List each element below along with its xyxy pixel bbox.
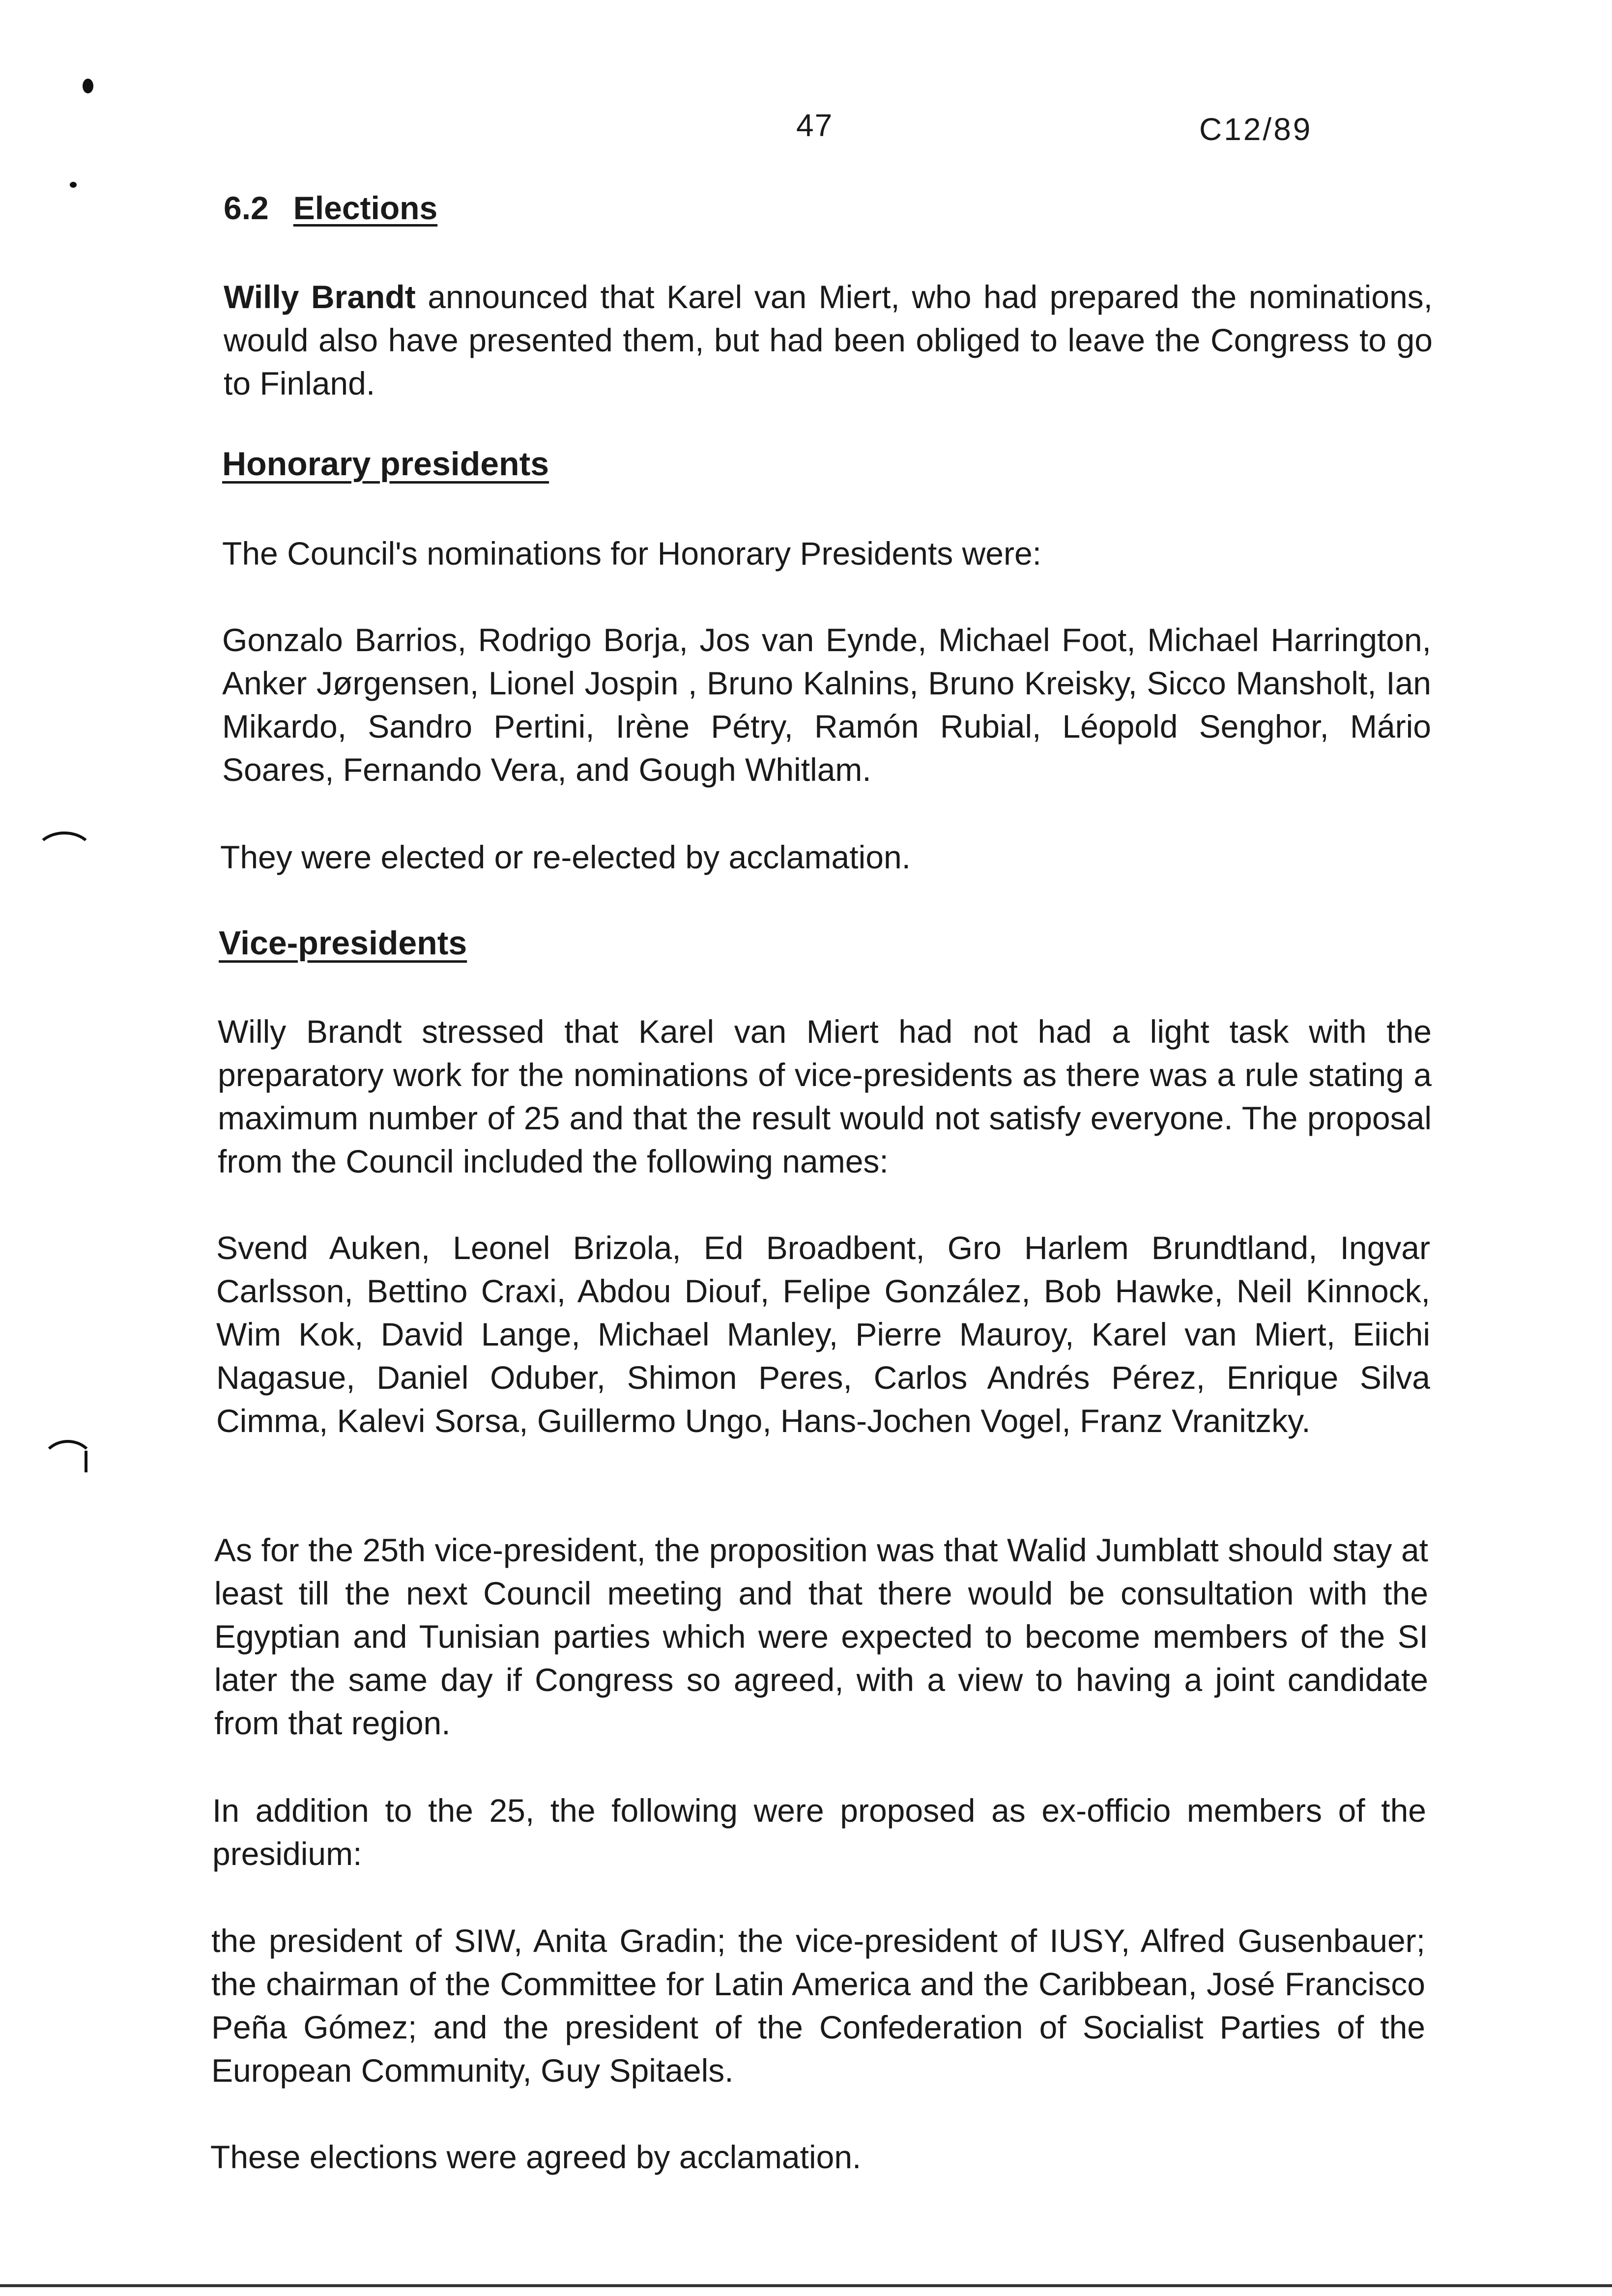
scan-mark-arc-upper bbox=[34, 832, 94, 877]
ex-officio-names: the president of SIW, Anita Gradin; the vice-president of IUSY, Alfred Gusenbauer; the chairman of the Committee for Latin America and the Caribbean, José Francisco Peña Gómez; and the president of the Confederation of Socialist Parties of the European Community, Guy Spitaels. bbox=[211, 1923, 1425, 2089]
honorary-lead: The Council's nominations for Honorary Presidents were: bbox=[222, 535, 1042, 572]
bottom-rule bbox=[0, 2284, 1612, 2287]
honorary-names: Gonzalo Barrios, Rodrigo Borja, Jos van Eynde, Michael Foot, Michael Harrington, Anker Jørgensen, Lionel Jospin , Bruno Kalnins, Bruno Kreisky, Sicco Mansholt, Ian Mikardo, Sandro Pertini, Irène Pétry, Ramón Rubial, Léopold Senghor, Mário Soares, Fernando Vera, and Gough Whitlam. bbox=[222, 622, 1431, 788]
ex-officio-lead: In addition to the 25, the following were proposed as ex-officio members of the presidium: bbox=[212, 1792, 1426, 1872]
section-title: Elections bbox=[293, 190, 438, 226]
section-number: 6.2 bbox=[224, 190, 269, 226]
section-heading bbox=[224, 189, 437, 227]
page-number: 47 bbox=[796, 108, 834, 143]
scan-mark-arc-lower-tail bbox=[85, 1451, 87, 1472]
vice-lead: Willy Brandt stressed that Karel van Miert had not had a light task with the preparatory work for the nominations of vice-presidents as there was a rule stating a maximum number of 25 and that the result would not satisfy everyone. The proposal from the Council included the following names: bbox=[218, 1013, 1432, 1179]
scan-mark-dot-small bbox=[70, 182, 77, 188]
intro-paragraph bbox=[224, 275, 1433, 405]
vice-twenty-fifth: As for the 25th vice-president, the proposition was that Walid Jumblatt should stay at least till the next Council meeting and that there would be consultation with the Egyptian and Tunisian parties which were expected to become members of the SI later the same day if Congress so agreed, with a view to having a joint candidate from that region. bbox=[214, 1532, 1428, 1741]
vice-names: Svend Auken, Leonel Brizola, Ed Broadbent, Gro Harlem Brundtland, Ingvar Carlsson, Bettino Craxi, Abdou Diouf, Felipe González, Bob Hawke, Neil Kinnock, Wim Kok, David Lange, Michael Manley, Pierre Mauroy, Karel van Miert, Eiichi Nagasue, Daniel Oduber, Shimon Peres, Carlos Andrés Pérez, Enrique Silva Cimma, Kalevi Sorsa, Guillermo Ungo, Hans-Jochen Vogel, Franz Vranitzky. bbox=[216, 1230, 1430, 1439]
vice-heading: Vice-presidents bbox=[219, 924, 467, 962]
document-reference: C12/89 bbox=[1199, 112, 1313, 147]
honorary-heading: Honorary presidents bbox=[222, 445, 549, 483]
honorary-result: They were elected or re-elected by acclamation. bbox=[220, 839, 911, 875]
intro-speaker: Willy Brandt bbox=[224, 279, 416, 315]
vice-result: These elections were agreed by acclamation. bbox=[210, 2139, 862, 2175]
scan-mark-dot-large bbox=[83, 79, 93, 93]
intro-text: announced that Karel van Miert, who had prepared the nominations, would also have presented them, but had been obliged to leave the Congress to go to Finland. bbox=[224, 279, 1433, 402]
